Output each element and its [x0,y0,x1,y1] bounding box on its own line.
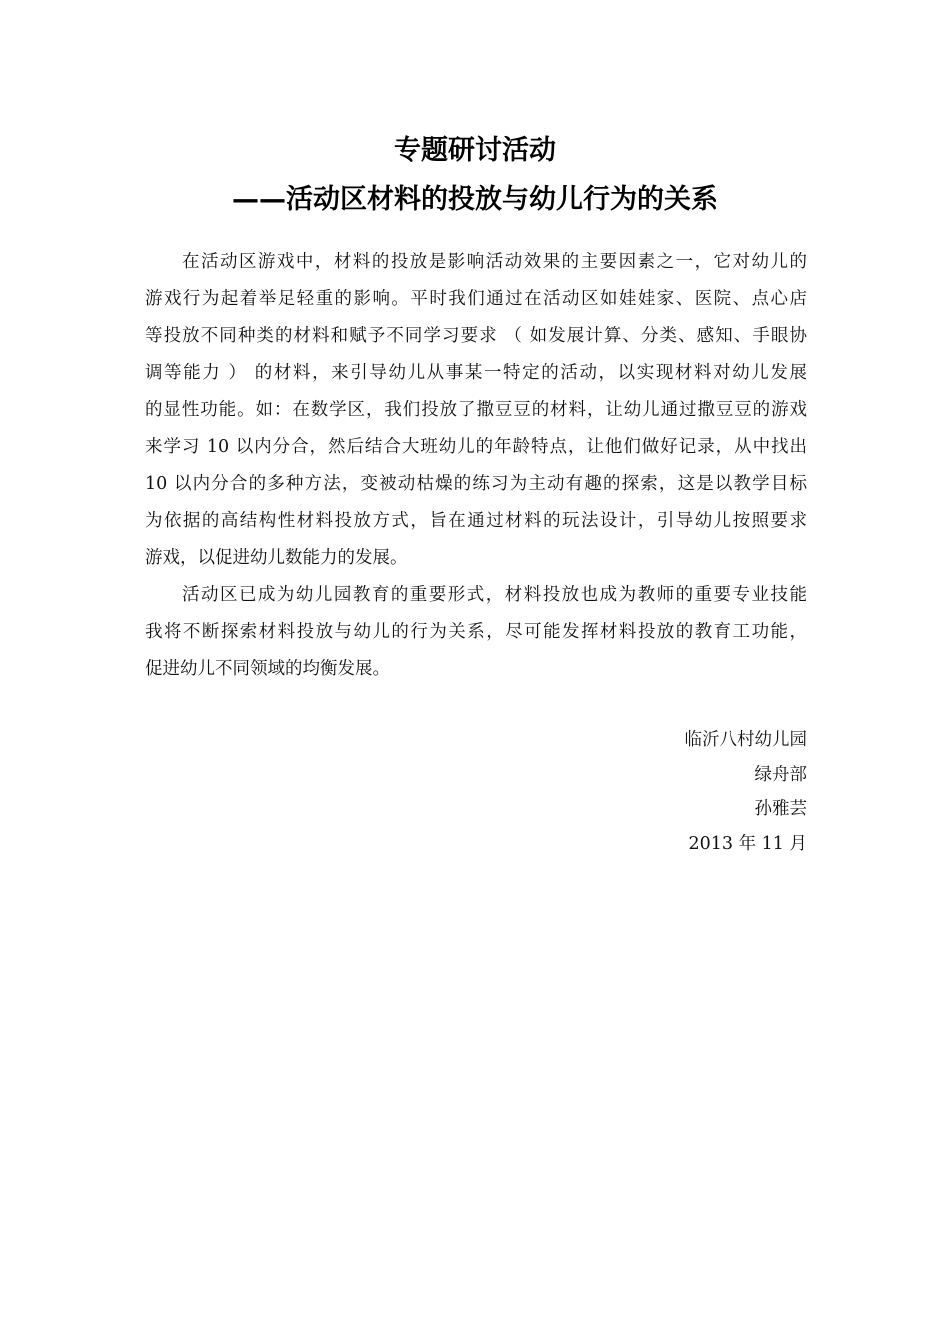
paragraph-line: 在活动区游戏中，材料的投放是影响活动效果的主要因素之一，它对幼儿的 [182,252,807,272]
paragraph [145,244,807,577]
paragraph-line: 的显性功能。如：在数学区，我们投放了撒豆豆的材料，让幼儿通过撒豆豆的游戏 [145,400,807,420]
paragraph-line: 促进幼儿不同领域的均衡发展。 [145,659,390,679]
document-body [145,244,807,688]
signature-date: 2013 年 11 月 [688,833,807,854]
paragraph-line: 游戏行为起着举足轻重的影响。平时我们通过在活动区如娃娃家、医院、点心店 [145,289,807,309]
paragraph-line: 调等能力 ） 的材料，来引导幼儿从事某一特定的活动，以实现材料对幼儿发展 [145,363,807,383]
paragraph-line: 活动区已成为幼儿园教育的重要形式，材料投放也成为教师的重要专业技能 [182,585,807,605]
paragraph-line: 游戏，以促进幼儿数能力的发展。 [145,548,408,568]
paragraph-line: 我将不断探索材料投放与幼儿的行为关系，尽可能发挥材料投放的教育工功能， [145,622,807,642]
paragraph-line: 等投放不同种类的材料和赋予不同学习要求 （ 如发展计算、分类、感知、手眼协 [145,326,807,346]
paragraph-line: 来学习 10 以内分合，然后结合大班幼儿的年龄特点，让他们做好记录，从中找出 [145,437,807,457]
signature-school: 临沂八村幼儿园 [684,730,807,750]
paragraph [145,577,807,688]
signature-block [685,723,808,861]
paragraph-line: 为依据的高结构性材料投放方式，旨在通过材料的玩法设计，引导幼儿按照要求 [145,511,807,531]
signature-author: 孙雅芸 [754,799,807,819]
document-subtitle: ——活动区材料的投放与幼儿行为的关系 [232,184,718,215]
document-title: 专题研讨活动 [394,135,556,166]
signature-department: 绿舟部 [754,764,807,785]
paragraph-line: 10 以内分合的多种方法，变被动枯燥的练习为主动有趣的探索，这是以教学目标 [145,474,807,494]
